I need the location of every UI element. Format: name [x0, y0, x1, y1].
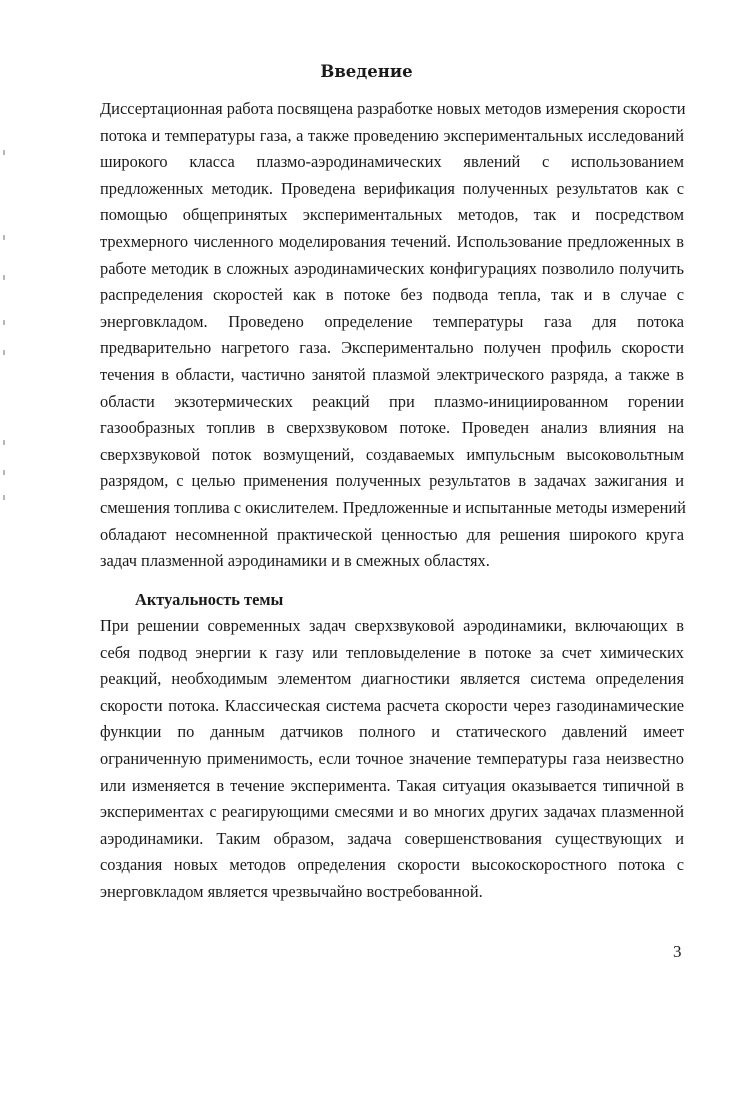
text-line: аэродинамики. Таким образом, задача совершенствования существующих и — [100, 828, 684, 848]
text-line: распределения скоростей как в потоке без подвода тепла, так и в случае с — [100, 285, 684, 305]
scan-artifact — [3, 440, 5, 445]
text-line: обладают несомненной практической ценностью для решения широкого круга — [100, 524, 684, 544]
scan-artifact — [3, 150, 5, 155]
page-title: Введение — [320, 62, 413, 81]
text-line: потока и температуры газа, а также проведению экспериментальных исследований — [100, 125, 684, 145]
text-line: помощью общепринятых экспериментальных методов, так и посредством — [100, 205, 684, 225]
text-line: течения в области, частично занятой плазмой электрического разряда, а также в — [100, 365, 684, 384]
scan-artifact — [3, 275, 5, 280]
text-line: энерговкладом. Проведено определение температуры газа для потока — [100, 311, 684, 331]
text-line: экспериментах с реагирующими смесями и во многих других задачах плазменной — [100, 802, 684, 822]
text-line: При решении современных задач сверхзвуковой аэродинамики, включающих в — [100, 616, 684, 635]
text-line: энерговкладом является чрезвычайно востребованной. — [100, 882, 483, 901]
text-line: работе методик в сложных аэродинамических конфигурациях позволило получить — [100, 258, 684, 278]
scan-artifact — [3, 470, 5, 475]
section-heading: Актуальность темы — [135, 590, 284, 609]
text-line: предложенных методик. Проведена верификация полученных результатов как с — [100, 178, 684, 198]
text-line: газообразных топлив в сверхзвуковом потоке. Проведен анализ влияния на — [100, 418, 684, 438]
text-line: сверхзвуковой поток возмущений, создаваемых импульсным высоковольтным — [100, 444, 684, 464]
text-line: ограниченную применимость, если точное значение температуры газа неизвестно — [100, 749, 684, 768]
text-line: области экзотермических реакций при плазмо-инициированном горении — [100, 391, 684, 411]
text-line: задач плазменной аэродинамики и в смежных областях. — [100, 551, 490, 571]
scan-artifact — [3, 320, 5, 325]
text-line: смешения топлива с окислителем. Предложенные и испытанные методы измерений — [100, 498, 686, 517]
text-line: или изменяется в течение эксперимента. Такая ситуация оказывается типичной в — [100, 775, 684, 795]
text-line: функции по данным датчиков полного и статического давлений имеет — [100, 722, 684, 742]
text-line: трехмерного численного моделирования течений. Использование предложенных в — [100, 232, 684, 251]
text-line: широкого класса плазмо-аэродинамических явлений с использованием — [100, 152, 684, 172]
text-line: реакций, необходимым элементом диагностики является система определения — [100, 669, 684, 689]
scan-artifact — [3, 350, 5, 355]
text-line: создания новых методов определения скорости высокоскоростного потока с — [100, 855, 684, 875]
scan-artifact — [3, 495, 5, 500]
page-number: 3 — [673, 942, 682, 961]
text-line: себя подвод энергии к газу или тепловыделение в потоке за счет химических — [100, 642, 684, 662]
text-line: разрядом, с целью применения полученных результатов в задачах зажигания и — [100, 471, 684, 491]
scan-artifact — [3, 235, 5, 240]
text-line: скорости потока. Классическая система расчета скорости через газодинамические — [100, 695, 684, 715]
text-line: Диссертационная работа посвящена разработке новых методов измерения скорости — [100, 99, 686, 118]
text-line: предварительно нагретого газа. Экспериментально получен профиль скорости — [100, 338, 684, 358]
